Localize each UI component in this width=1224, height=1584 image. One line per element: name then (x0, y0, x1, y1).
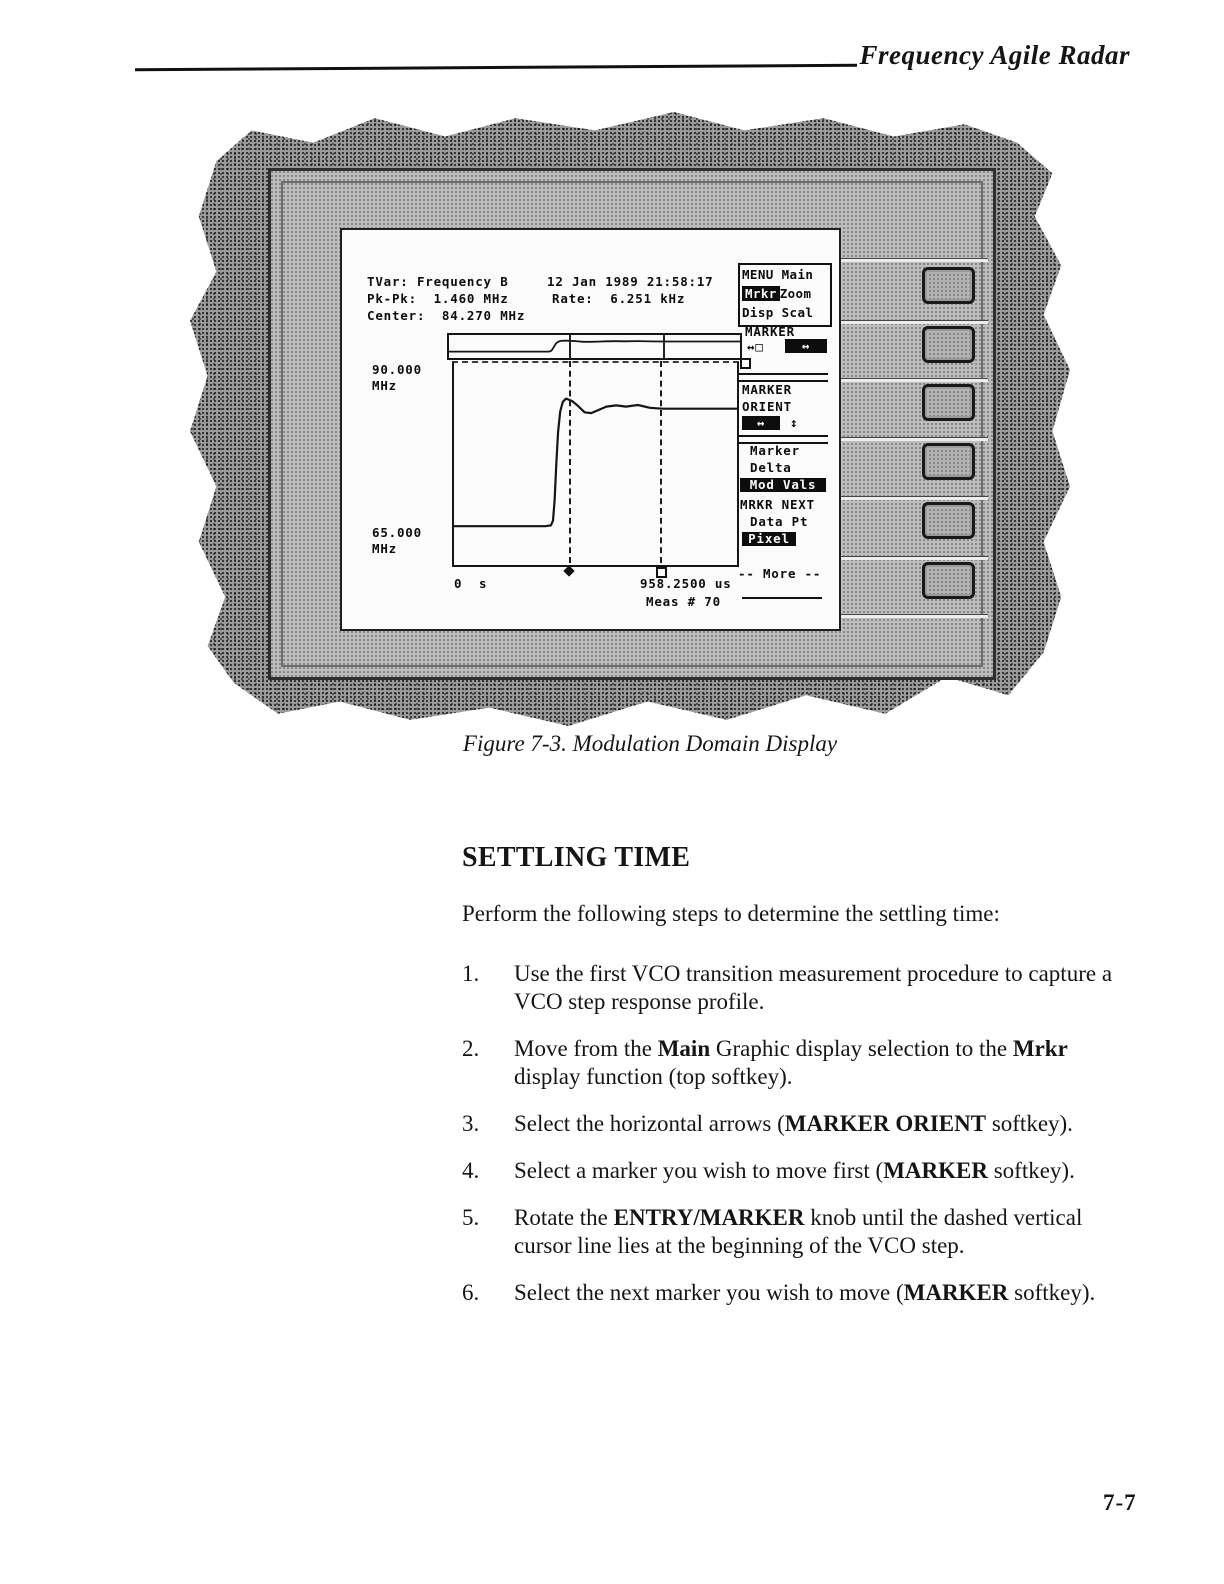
datetime-readout: 12 Jan 1989 21:58:17 (547, 274, 714, 289)
orient-vertical-icon: ↕ (790, 415, 799, 430)
list-item (462, 1110, 1152, 1138)
softkey-button-6 (922, 562, 975, 599)
cursor-marker-diamond (563, 565, 574, 576)
softkey-button-3 (922, 384, 975, 421)
x-axis-left-label: 0 s (454, 576, 488, 591)
softkey-rail-line (838, 258, 988, 262)
menu-underline (742, 597, 822, 599)
overview-waveform (449, 335, 740, 358)
list-item (462, 1279, 1152, 1307)
marker-delta-label-1: Marker (750, 443, 800, 458)
softkey-rail-line (838, 496, 988, 500)
dashed-cursor-2 (660, 361, 662, 563)
strip-handle-square (740, 358, 751, 369)
list-item-number: 1. (462, 961, 480, 986)
list-item-number: 3. (462, 1111, 480, 1136)
y-axis-top-value: 90.000 (372, 362, 422, 377)
menu-separator (738, 373, 828, 382)
menu-disp-scal-label: Disp Scal (742, 305, 814, 320)
marker-time-label: 958.2500 us (640, 576, 732, 591)
center-readout: Center: 84.270 MHz (367, 308, 526, 323)
mod-vals-selected-label: Mod Vals (740, 478, 826, 492)
softkey-rail-line (838, 320, 988, 324)
marker-move-selected-icon: ↔ (785, 339, 827, 353)
softkey-rail-line (838, 437, 988, 441)
display-menu-box (738, 263, 832, 327)
list-item-text: Select the horizontal arrows (MARKER ORIENT softkey). (514, 1111, 1073, 1136)
meas-number-label: Meas # 70 (646, 594, 721, 609)
rate-readout: Rate: 6.251 kHz (552, 291, 686, 306)
list-item (462, 1157, 1152, 1185)
overview-cursor-tick-1 (569, 335, 571, 358)
overview-strip (447, 333, 742, 360)
marker-orient-label-1: MARKER (742, 382, 792, 397)
list-item (462, 1204, 1152, 1260)
data-pt-label: Data Pt (750, 514, 809, 529)
softkey-button-1 (922, 267, 975, 304)
steps-list (462, 960, 1152, 1307)
y-axis-bottom-value: 65.000 (372, 525, 422, 540)
y-axis-top-unit: MHz (372, 378, 397, 393)
page-number: 7-7 (1103, 1490, 1137, 1515)
marker-move-icon: ↔□ (747, 339, 764, 354)
softkey-rail-line (838, 378, 988, 382)
y-axis-bottom-unit: MHz (372, 541, 397, 556)
tvar-readout: TVar: Frequency B (367, 274, 509, 289)
list-item (462, 960, 1152, 1016)
figure-modulation-domain-display (190, 112, 1070, 726)
orient-horizontal-icon: ↔ (742, 416, 780, 430)
list-item-text: Move from the Main Graphic display selection to the Mrkr display function (top softkey). (514, 1036, 1068, 1089)
dashed-cursor-1 (569, 361, 571, 563)
header-rule (135, 64, 857, 71)
section-heading: SETTLING TIME (462, 842, 691, 873)
list-item-text: Rotate the ENTRY/MARKER knob until the dashed vertical cursor line lies at the beginning of the VCO step. (514, 1205, 1083, 1258)
page-header-title: Frequency Agile Radar (859, 40, 1130, 70)
mrkr-next-label: MRKR NEXT (740, 497, 815, 512)
step-response-waveform (454, 363, 737, 565)
menu-zoom-label: Zoom (779, 286, 812, 301)
pk-pk-readout: Pk-Pk: 1.460 MHz (367, 291, 509, 306)
list-item-number: 5. (462, 1205, 480, 1230)
more-label: -- More -- (738, 566, 822, 581)
list-item-number: 6. (462, 1280, 480, 1305)
list-item-text: Select a marker you wish to move first (MARKER softkey). (514, 1158, 1075, 1183)
menu-main-label: MENU Main (742, 267, 814, 282)
menu-mrkr-zoom-row (740, 284, 830, 303)
intro-paragraph: Perform the following steps to determine the settling time: (462, 901, 1000, 926)
list-item-number: 4. (462, 1158, 480, 1183)
crt-screen (340, 228, 841, 631)
marker-orient-label-2: ORIENT (742, 399, 792, 414)
list-item-text: Use the first VCO transition measurement procedure to capture a VCO step response profile. (514, 961, 1113, 1014)
list-item-number: 2. (462, 1036, 480, 1061)
pixel-selected-label: Pixel (742, 532, 796, 546)
menu-mrkr-selected-label: Mrkr (742, 286, 780, 301)
list-item-text: Select the next marker you wish to move (MARKER softkey). (514, 1280, 1096, 1305)
main-plot (452, 361, 739, 567)
marker-delta-label-2: Delta (750, 460, 792, 475)
softkey-rail-line (838, 614, 988, 618)
list-item (462, 1035, 1152, 1091)
marker-softkey-label: MARKER (745, 324, 795, 339)
section-settling-time (462, 842, 1152, 1326)
overview-cursor-tick-2 (663, 335, 665, 358)
softkey-rail-line (838, 556, 988, 560)
softkey-button-5 (922, 502, 975, 539)
softkey-button-4 (922, 443, 975, 480)
softkey-button-2 (922, 326, 975, 363)
figure-caption: Figure 7-3. Modulation Domain Display (462, 731, 838, 756)
